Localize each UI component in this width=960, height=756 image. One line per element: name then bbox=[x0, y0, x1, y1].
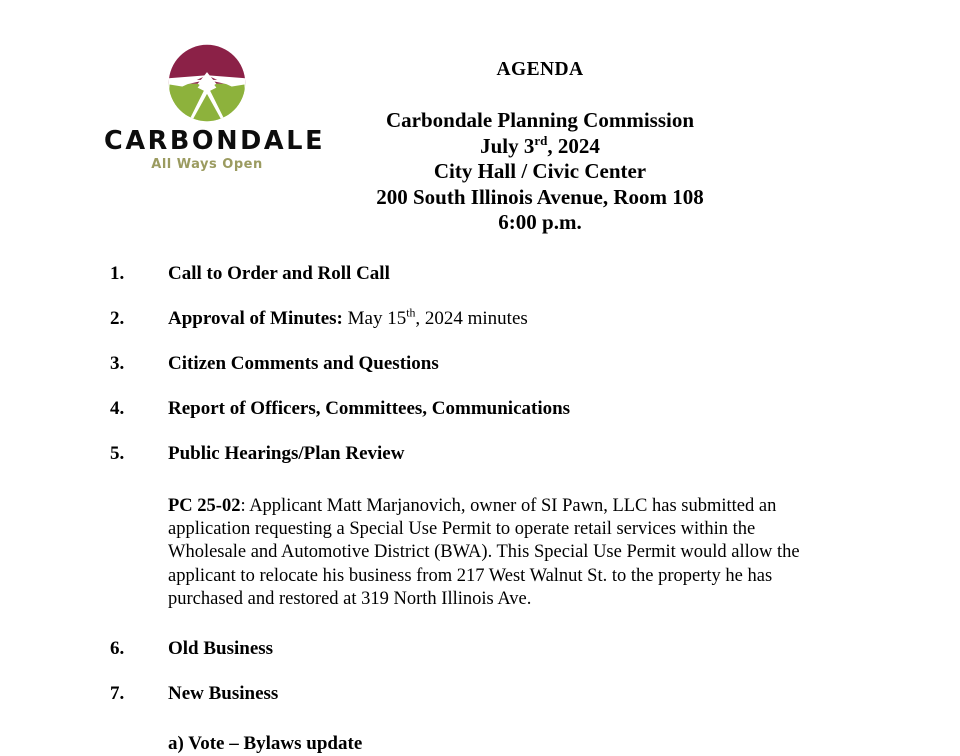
logo-wordmark: CARBONDALE bbox=[104, 126, 326, 156]
agenda-item-3 bbox=[0, 352, 960, 376]
agenda-item-2-number: 2. bbox=[110, 308, 125, 329]
meeting-details bbox=[330, 108, 750, 236]
agenda-item-7-number: 7. bbox=[110, 683, 125, 705]
meeting-date-prefix: July 3 bbox=[480, 133, 535, 158]
agenda-item-2-label: Approval of Minutes: bbox=[168, 308, 343, 329]
agenda-item-1-number: 1. bbox=[110, 263, 125, 284]
case-paragraph bbox=[0, 495, 960, 611]
agenda-item-5-label: Public Hearings/Plan Review bbox=[168, 443, 405, 464]
agenda-item-6-number: 6. bbox=[110, 638, 125, 660]
agenda-item-2-detail-ordinal: th bbox=[406, 306, 416, 320]
page-title: AGENDA bbox=[496, 59, 584, 80]
document-header bbox=[0, 0, 960, 250]
meeting-body-name: Carbondale Planning Commission bbox=[385, 108, 695, 133]
agenda-item-1-label: Call to Order and Roll Call bbox=[168, 263, 390, 284]
agenda-item-5 bbox=[0, 442, 960, 466]
agenda-item-2-detail-prefix: May 15 bbox=[342, 308, 407, 329]
agenda-item-7-label: New Business bbox=[168, 683, 279, 705]
agenda-item-6-label: Old Business bbox=[168, 638, 274, 660]
meeting-date-suffix: , 2024 bbox=[547, 133, 600, 158]
agenda-item-7 bbox=[0, 682, 960, 706]
agenda-item-4-label: Report of Officers, Committees, Communications bbox=[168, 398, 571, 419]
meeting-date-ordinal: rd bbox=[534, 132, 548, 148]
agenda-item-4 bbox=[0, 397, 960, 421]
carbondale-sunburst-logo-icon bbox=[168, 44, 246, 122]
logo-tagline: All Ways Open bbox=[151, 156, 263, 172]
agenda-item-4-number: 4. bbox=[110, 398, 125, 419]
meeting-venue: City Hall / Civic Center bbox=[433, 159, 647, 184]
meeting-time: 6:00 p.m. bbox=[498, 210, 582, 235]
case-description: : Applicant Matt Marjanovich, owner of SI Pawn, LLC has submitted an application requesting a Special Use Permit to operate retail services within the Wholesale and Automotive District (BWA). This Special Use Permit would allow the applicant to relocate his business from 217 West Walnut St. to the property he has purchased and restored at 319 North Illinois Ave. bbox=[168, 496, 800, 609]
agenda-item-3-number: 3. bbox=[110, 353, 125, 374]
agenda-list bbox=[0, 262, 960, 756]
agenda-item-6 bbox=[0, 637, 960, 661]
new-business-subitem-a: a) Vote – Bylaws update bbox=[168, 733, 363, 755]
title-block bbox=[330, 58, 750, 236]
agenda-item-3-label: Citizen Comments and Questions bbox=[168, 353, 439, 374]
meeting-date bbox=[330, 134, 750, 160]
agenda-item-2-detail-suffix: , 2024 minutes bbox=[415, 308, 528, 329]
agenda-item-1 bbox=[0, 262, 960, 286]
case-number: PC 25-02 bbox=[168, 496, 241, 516]
carbondale-logo bbox=[104, 44, 326, 172]
meeting-address: 200 South Illinois Avenue, Room 108 bbox=[376, 184, 704, 209]
agenda-item-5-number: 5. bbox=[110, 443, 125, 464]
agenda-item-2-label-group bbox=[168, 308, 528, 329]
agenda-item-2 bbox=[0, 307, 960, 331]
